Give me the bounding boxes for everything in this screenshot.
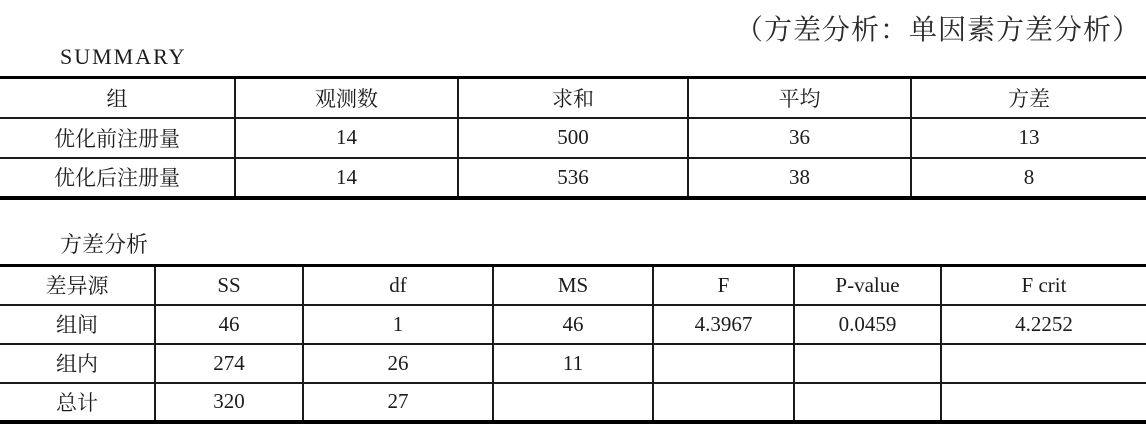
table-cell: 4.2252: [941, 305, 1146, 344]
anova-header-fcrit: F crit: [941, 266, 1146, 305]
summary-header-sum: 求和: [458, 78, 688, 118]
summary-header-group: 组: [0, 78, 235, 118]
page-title: （方差分析：单因素方差分析）: [734, 15, 1141, 46]
table-cell: 11: [493, 344, 653, 383]
table-cell: [794, 383, 941, 422]
table-row: [0, 118, 1146, 158]
table-cell: [794, 344, 941, 383]
summary-header-average: 平均: [688, 78, 911, 118]
table-cell: [941, 383, 1146, 422]
anova-header-ss: SS: [155, 266, 303, 305]
table-cell: 1: [303, 305, 493, 344]
anova-header-f: F: [653, 266, 794, 305]
table-cell: [653, 344, 794, 383]
table-cell: [493, 383, 653, 422]
row-label: 优化后注册量: [0, 158, 235, 198]
table-row: [0, 305, 1146, 344]
anova-table: [0, 264, 1146, 424]
table-cell: 14: [235, 158, 458, 198]
table-cell: 13: [911, 118, 1146, 158]
table-cell: 46: [155, 305, 303, 344]
table-cell: 0.0459: [794, 305, 941, 344]
table-cell: 36: [688, 118, 911, 158]
table-cell: [941, 344, 1146, 383]
table-row: [0, 383, 1146, 422]
table-cell: 320: [155, 383, 303, 422]
table-row: [0, 344, 1146, 383]
table-cell: 14: [235, 118, 458, 158]
table-cell: 536: [458, 158, 688, 198]
row-label: 总计: [0, 383, 155, 422]
table-row: [0, 158, 1146, 198]
anova-section-label: 方差分析: [60, 232, 149, 257]
row-label: 优化前注册量: [0, 118, 235, 158]
table-cell: 27: [303, 383, 493, 422]
table-cell: 500: [458, 118, 688, 158]
anova-header-df: df: [303, 266, 493, 305]
table-cell: 274: [155, 344, 303, 383]
summary-table: [0, 76, 1146, 200]
row-label: 组间: [0, 305, 155, 344]
table-cell: 8: [911, 158, 1146, 198]
row-label: 组内: [0, 344, 155, 383]
anova-header-source: 差异源: [0, 266, 155, 305]
table-cell: 46: [493, 305, 653, 344]
summary-header-row: [0, 78, 1146, 118]
summary-header-variance: 方差: [911, 78, 1146, 118]
summary-section-label: SUMMARY: [60, 44, 187, 69]
anova-header-ms: MS: [493, 266, 653, 305]
table-cell: 4.3967: [653, 305, 794, 344]
anova-header-row: [0, 266, 1146, 305]
table-cell: 26: [303, 344, 493, 383]
table-cell: 38: [688, 158, 911, 198]
summary-header-observations: 观测数: [235, 78, 458, 118]
anova-header-pvalue: P-value: [794, 266, 941, 305]
table-cell: [653, 383, 794, 422]
